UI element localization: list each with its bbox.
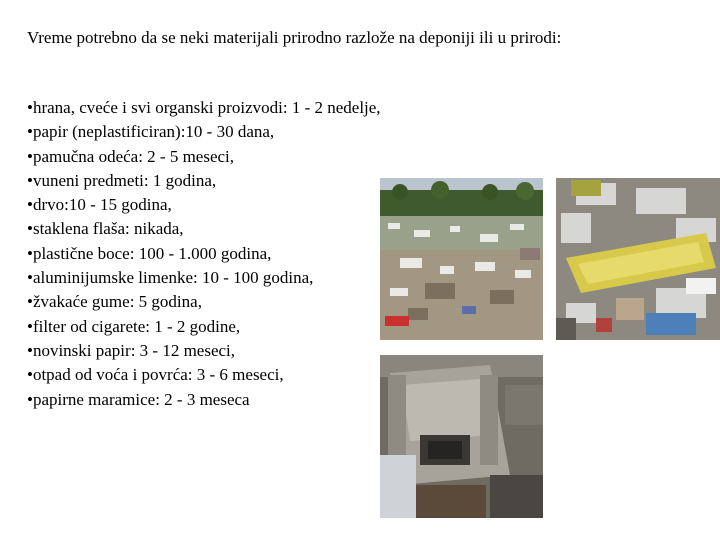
- list-item: [27, 363, 387, 387]
- item-text: pamučna odeća: 2 - 5 meseci,: [32, 146, 235, 166]
- bullet-icon: •: [27, 243, 33, 263]
- bullet-icon: •: [27, 170, 33, 190]
- trash-heap-yellow-mattress-photo: [556, 178, 720, 340]
- list-item: [27, 315, 387, 339]
- bullet-icon: •: [27, 316, 33, 336]
- bullet-icon: •: [27, 146, 33, 166]
- bullet-icon: •: [27, 268, 33, 288]
- item-text: novinski papir: 3 - 12 meseci,: [32, 340, 236, 360]
- bullet-icon: •: [27, 195, 33, 215]
- item-text: aluminijumske limenke: 10 - 100 godina,: [32, 268, 314, 288]
- bullet-icon: •: [27, 389, 33, 409]
- item-text: papir (neplastificiran):10 - 30 dana,: [32, 122, 275, 142]
- list-item: [27, 242, 387, 266]
- item-text: filter od cigarete: 1 - 2 godine,: [32, 316, 241, 336]
- list-item: [27, 145, 387, 169]
- item-text: drvo:10 - 15 godina,: [32, 195, 172, 215]
- list-item: [27, 339, 387, 363]
- landfill-field-photo: [380, 178, 543, 340]
- bullet-icon: •: [27, 98, 33, 117]
- list-item: [27, 217, 387, 241]
- item-text: plastične boce: 100 - 1.000 godina,: [32, 243, 272, 263]
- list-item: [27, 169, 387, 193]
- list-item: [27, 266, 387, 290]
- bullet-icon: •: [27, 292, 33, 312]
- list-item: [27, 290, 387, 314]
- intro-text: Vreme potrebno da se neki materijali prirodno razlože na deponiji ili u prirodi:: [27, 28, 562, 47]
- bullet-icon: •: [27, 340, 33, 360]
- item-text: papirne maramice: 2 - 3 meseca: [32, 389, 250, 409]
- list-item: [27, 388, 387, 412]
- item-text: hrana, cveće i svi organski proizvodi: 1 - 2 nedelje,: [32, 98, 381, 117]
- list-item: [27, 96, 387, 120]
- bullet-icon: •: [27, 365, 33, 385]
- discarded-armchair-photo: [380, 355, 543, 518]
- item-text: staklena flaša: nikada,: [32, 219, 184, 239]
- item-text: vuneni predmeti: 1 godina,: [32, 170, 217, 190]
- item-text: otpad od voća i povrća: 3 - 6 meseci,: [32, 365, 284, 385]
- list-item: [27, 120, 387, 144]
- bullet-icon: •: [27, 122, 33, 142]
- item-text: žvakaće gume: 5 godina,: [32, 292, 202, 312]
- bullet-icon: •: [27, 219, 33, 239]
- list-item: [27, 193, 387, 217]
- decomposition-list: [27, 96, 387, 412]
